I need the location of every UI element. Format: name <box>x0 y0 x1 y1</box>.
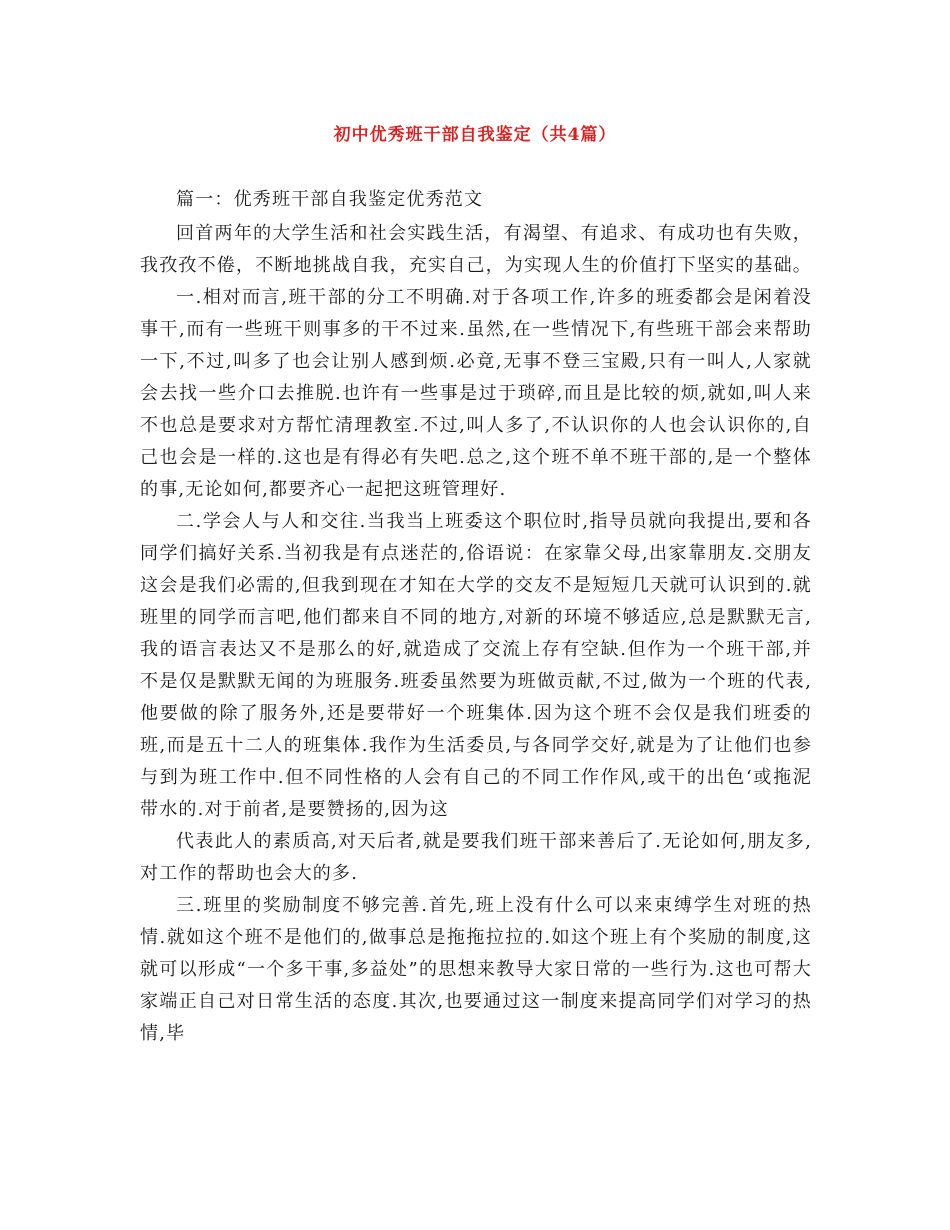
document-body <box>140 184 812 1050</box>
paragraph-two-continued: 代表此人的素质高,对天后者,就是要我们班干部来善后了.无论如何,朋友多,对工作的帮助也会大的多. <box>140 831 812 884</box>
paragraph-three: 三.班里的奖励制度不够完善.首先,班上没有什么可以来束缚学生对班的热情.就如这个班不是他们的,做事总是拖拖拉拉的.如这个班上有个奖励的制度,这就可以形成“一个多干事,多益处”的思想来教导大家日常的一些行为.这也可帮大家端正自己对日常生活的态度.其次,也要通过这一制度来提高同学们对学习的热情,毕 <box>140 895 812 1044</box>
document-title: 初中优秀班干部自我鉴定（共4篇） <box>333 125 617 145</box>
section-heading: 篇一：优秀班干部自我鉴定优秀范文 <box>176 189 484 210</box>
paragraph-one: 一.相对而言,班干部的分工不明确.对于各项工作,许多的班委都会是闲着没事干,而有一些班干则事多的干不过来.虽然,在一些情况下,有些班干部会来帮助一下,不过,叫多了也会让别人感到烦.必竟,无事不登三宝殿,只有一叫人,人家就会去找一些介口去推脱.也许有一些事是过于琐碎,而且是比较的烦,就如,叫人来不也总是要求对方帮忙清理教室.不过,叫人多了,不认识你的人也会认识你的,自己也会是一样的.这也是有得必有失吧.总之,这个班不单不班干部的,是一个整体的事,无论如何,都要齐心一起把这班管理好. <box>140 287 812 500</box>
paragraph-two: 二.学会人与人和交往.当我当上班委这个职位时,指导员就向我提出,要和各同学们搞好关系.当初我是有点迷茫的,俗语说：在家靠父母,出家靠朋友.交朋友这会是我们必需的,但我到现在才知在大学的交友不是短短几天就可认识到的.就班里的同学而言吧,他们都来自不同的地方,对新的环境不够适应,总是默默无言,我的语言表达又不是那么的好,就造成了交流上存有空缺.但作为一个班干部,并不是仅是默默无闻的为班服务.班委虽然要为班做贡献,不过,做为一个班的代表,他要做的除了服务外,还是要带好一个班集体.因为这个班不会仅是我们班委的班,而是五十二人的班集体.我作为生活委员,与各同学交好,就是为了让他们也参与到为班工作中.但不同性格的人会有自己的不同工作作风,或干的出色‘或拖泥带水的.对于前者,是要赞扬的,因为这 <box>140 511 812 820</box>
paragraph-intro: 回首两年的大学生活和社会实践生活，有渴望、有追求、有成功也有失败，我孜孜不倦，不断地挑战自我，充实自己，为实现人生的价值打下坚实的基础。 <box>140 223 812 276</box>
